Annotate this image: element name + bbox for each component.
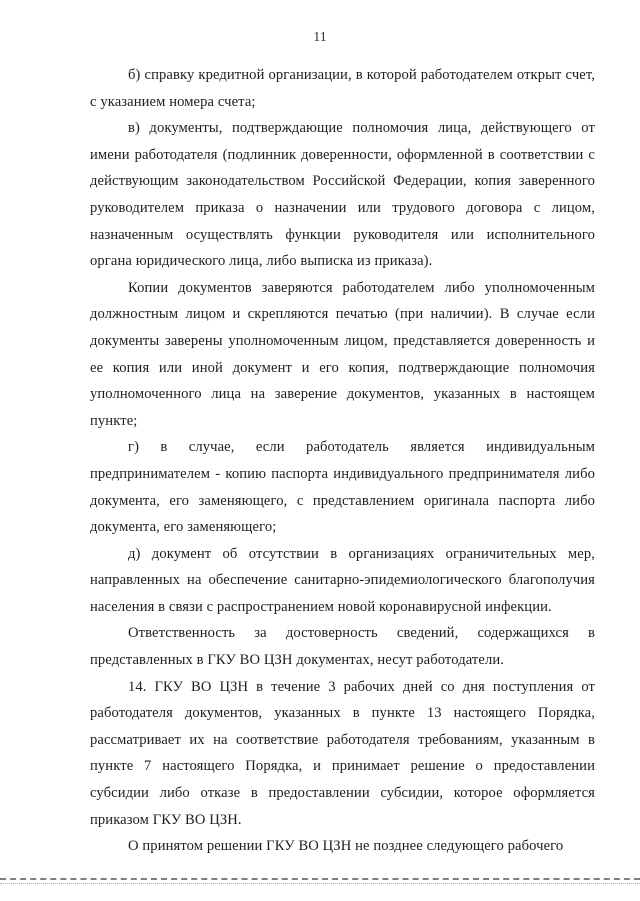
paragraph-responsibility: Ответственность за достоверность сведений, содержащихся в представленных в ГКУ ВО ЦЗН документах, несут работодатели. bbox=[90, 625, 595, 669]
paragraph-b: б) справку кредитной организации, в которой работодателем открыт счет, с указанием номера счета; bbox=[90, 67, 595, 110]
paragraph-v: в) документы, подтверждающие полномочия лица, действующего от имени работодателя (подлинник доверенности, оформленной в соответствии с действующим законодательством Российской Федерации, копия заверенного руководителем приказа о назначении или трудового договора с лицом, назначенным осуществлять функции руководителя или исполнительного органа юридического лица, либо выписка из приказа). bbox=[90, 120, 595, 270]
paragraph-copies: Копии документов заверяются работодателем либо уполномоченным должностным лицом и скрепляются печатью (при наличии). В случае если документы заверены уполномоченным лицом, представляется доверенность и ее копия или иной документ и его копия, подтверждающие полномочия уполномоченного лица на заверение документов, указанных в настоящем пункте; bbox=[90, 279, 595, 429]
paragraph-14: 14. ГКУ ВО ЦЗН в течение 3 рабочих дней со дня поступления от работодателя документов, указанных в пункте 13 настоящего Порядка, рассматривает их на соответствие работодателя требованиям, указанным в пункте 7 настоящего Порядка, и принимает решение о предоставлении субсидии либо отказе в предоставлении субсидии, которое оформляется приказом ГКУ ВО ЦЗН. bbox=[90, 678, 595, 828]
paragraph-g: г) в случае, если работодатель является индивидуальным предпринимателем - копию паспорта индивидуального предпринимателя либо документа, его заменяющего, с представлением оригинала паспорта либо документа, его заменяющего; bbox=[90, 439, 595, 536]
scan-edge-line-secondary bbox=[0, 883, 640, 884]
paragraph-decision: О принятом решении ГКУ ВО ЦЗН не позднее следующего рабочего bbox=[128, 838, 564, 855]
scan-edge-line bbox=[0, 878, 640, 880]
paragraph-d: д) документ об отсутствии в организациях ограничительных мер, направленных на обеспечение санитарно-эпидемиологического благополучия населения в связи с распространением новой коронавирусной инфекции. bbox=[90, 545, 595, 615]
document-body bbox=[90, 62, 595, 860]
page-number: 11 bbox=[313, 30, 327, 45]
